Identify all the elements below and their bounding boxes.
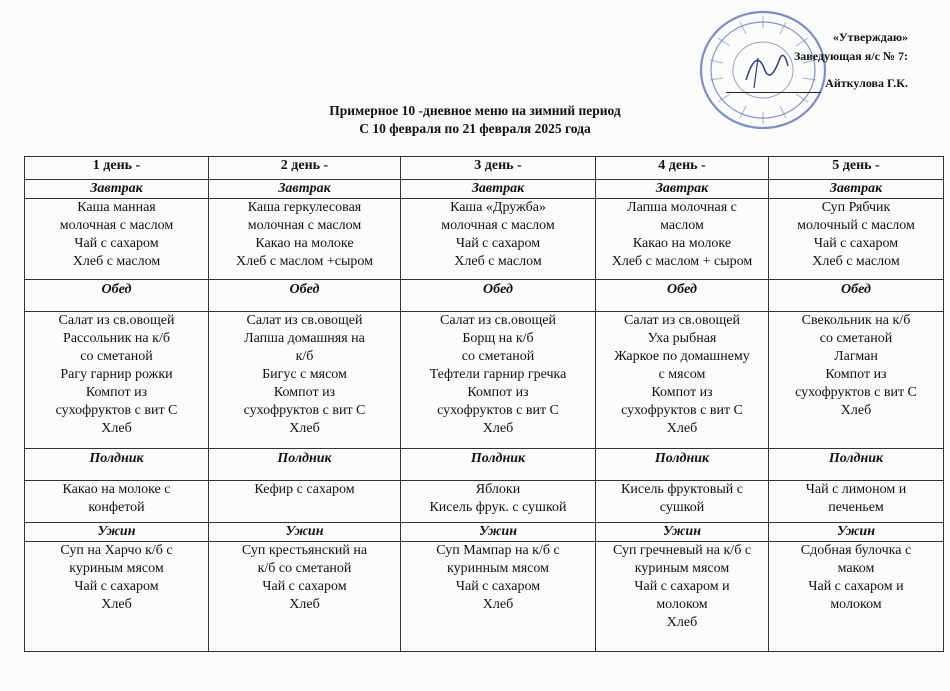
dish-line: Хлеб: [482, 597, 514, 612]
meal-header-row: [25, 523, 944, 542]
meal-items-row: [25, 199, 944, 280]
dish-line: Хлеб: [666, 615, 698, 630]
dish-line: Чай с сахаром: [813, 236, 899, 251]
dish-line: Какао на молоке: [255, 236, 354, 251]
dish-line: Кисель фруктовый с: [621, 482, 743, 497]
dish-line: Салат из св.овощей: [624, 313, 740, 328]
menu-table: [24, 156, 944, 652]
dish-line: Какао на молоке: [632, 236, 732, 251]
menu-cell: [596, 542, 769, 652]
meal-items-row: [25, 542, 944, 652]
meal-name: Обед: [596, 280, 769, 312]
dish-line: Компот из: [651, 385, 713, 400]
meal-items-row: [25, 312, 944, 449]
dish-line: куринным мясом: [447, 561, 549, 576]
meal-header-row: [25, 449, 944, 481]
meal-name: Завтрак: [596, 180, 769, 199]
dish-line: со сметаной: [461, 349, 535, 364]
meal-name: Завтрак: [25, 180, 209, 199]
menu-cell: [209, 312, 401, 449]
dish-line: Салат из св.овощей: [246, 313, 363, 328]
dish-line: Лагман: [834, 349, 878, 364]
dish-line: с мясом: [658, 367, 706, 382]
dish-line: Чай с сахаром и: [808, 579, 904, 594]
signature-line: [726, 91, 821, 93]
dish-line: Суп Рябчик: [821, 200, 891, 215]
dish-line: сухофруктов с вит С: [243, 403, 366, 418]
day-header-2: 2 день -: [209, 157, 401, 180]
dish-line: Чай с сахаром и: [634, 579, 730, 594]
dish-line: сухофруктов с вит С: [55, 403, 178, 418]
menu-cell: [401, 481, 596, 523]
dish-line: со сметаной: [819, 331, 893, 346]
meal-name: Ужин: [25, 523, 209, 542]
dish-line: Суп гречневый на к/б с: [612, 543, 752, 558]
approval-heading: «Утверждаю»: [832, 30, 908, 44]
dish-line: Какао на молоке с: [62, 482, 171, 497]
dish-line: Суп крестьянский на: [241, 543, 368, 558]
dish-line: Салат из св.овощей: [58, 313, 175, 328]
dish-line: Борщ на к/б: [462, 331, 534, 346]
menu-cell: [596, 199, 769, 280]
menu-cell: [769, 542, 944, 652]
dish-line: Лапша молочная с: [627, 200, 737, 215]
meal-name: Ужин: [596, 523, 769, 542]
dish-line: Салат из св.овощей: [440, 313, 556, 328]
dish-line: маком: [837, 561, 875, 576]
dish-line: Хлеб с маслом: [454, 254, 542, 269]
dish-line: молочный с маслом: [797, 218, 915, 233]
dish-line: Тефтели гарнир гречка: [429, 367, 567, 382]
dish-line: Компот из: [85, 385, 148, 400]
day-header-5: 5 день -: [769, 157, 944, 180]
menu-cell: [25, 312, 209, 449]
meal-name: Полдник: [769, 449, 944, 481]
dish-line: Компот из: [825, 367, 887, 382]
dish-line: молоком: [656, 597, 708, 612]
dish-line: Каша «Дружба»: [450, 200, 546, 215]
menu-cell: [769, 312, 944, 449]
menu-cell: [25, 481, 209, 523]
dish-line: Чай с сахаром: [262, 579, 347, 594]
dish-line: Чай с сахаром: [455, 579, 541, 594]
day-header-1: 1 день -: [25, 157, 209, 180]
menu-cell: [769, 481, 944, 523]
dish-line: сушкой: [659, 500, 705, 515]
menu-cell: [401, 199, 596, 280]
dish-line: Хлеб: [666, 421, 698, 436]
dish-line: к/б: [295, 349, 314, 364]
dish-line: куриным мясом: [634, 561, 730, 576]
dish-line: сухофруктов с вит С: [795, 385, 917, 400]
menu-cell: [209, 542, 401, 652]
dish-line: Чай с сахаром: [74, 236, 159, 251]
dish-line: Хлеб с маслом: [72, 254, 161, 269]
dish-line: молочная с маслом: [441, 218, 555, 233]
dish-line: Хлеб: [101, 597, 132, 612]
menu-table-body: [25, 157, 944, 652]
dish-line: Уха рыбная: [647, 331, 717, 346]
menu-cell: [769, 199, 944, 280]
meal-name: Обед: [401, 280, 596, 312]
meal-name: Ужин: [769, 523, 944, 542]
meal-name: Обед: [209, 280, 401, 312]
title-line-1: Примерное 10 -дневное меню на зимний период: [329, 103, 621, 118]
meal-name: Полдник: [401, 449, 596, 481]
dish-line: Хлеб: [101, 421, 132, 436]
meal-items-row: [25, 481, 944, 523]
dish-line: сухофруктов с вит С: [437, 403, 559, 418]
dish-line: Яблоки: [475, 482, 521, 497]
dish-line: Хлеб с маслом + сыром: [611, 254, 753, 269]
approval-position: Заведующая я/с № 7:: [793, 49, 908, 63]
menu-cell: [596, 312, 769, 449]
dish-line: Суп на Харчо к/б с: [60, 543, 173, 558]
meal-name: Ужин: [401, 523, 596, 542]
dish-line: Каша геркулесовая: [247, 200, 362, 215]
dish-line: Сдобная булочка с: [800, 543, 912, 558]
dish-line: Бигус с мясом: [262, 367, 347, 382]
day-header-3: 3 день -: [401, 157, 596, 180]
menu-cell: [596, 481, 769, 523]
approval-block: [700, 28, 908, 93]
day-header-row: [25, 157, 944, 180]
menu-cell: [401, 542, 596, 652]
dish-line: сухофруктов с вит С: [621, 403, 743, 418]
meal-name: Обед: [769, 280, 944, 312]
approval-name: Айткулова Г.К.: [825, 76, 908, 90]
meal-name: Полдник: [25, 449, 209, 481]
dish-line: Компот из: [467, 385, 529, 400]
dish-line: Рассольник на к/б: [63, 331, 170, 346]
meal-name: Полдник: [596, 449, 769, 481]
dish-line: молочная с маслом: [59, 218, 174, 233]
meal-name: Обед: [25, 280, 209, 312]
meal-header-row: [25, 180, 944, 199]
dish-line: куриным мясом: [69, 561, 164, 576]
dish-line: Хлеб: [289, 421, 320, 436]
dish-line: Компот из: [273, 385, 336, 400]
dish-line: Суп Мампар на к/б с: [436, 543, 560, 558]
dish-line: Кефир с сахаром: [254, 482, 355, 497]
dish-line: Жаркое по домашнему: [614, 349, 750, 364]
meal-name: Завтрак: [209, 180, 401, 199]
dish-line: Кисель фрук. с сушкой: [429, 500, 567, 515]
day-header-4: 4 день -: [596, 157, 769, 180]
dish-line: Чай с сахаром: [455, 236, 541, 251]
meal-header-row: [25, 280, 944, 312]
dish-line: Свекольник на к/б: [801, 313, 911, 328]
meal-name: Ужин: [209, 523, 401, 542]
dish-line: Хлеб с маслом: [812, 254, 900, 269]
dish-line: Хлеб: [482, 421, 514, 436]
dish-line: Каша манная: [77, 200, 156, 215]
dish-line: Хлеб: [840, 403, 872, 418]
dish-line: Чай с лимоном и: [805, 482, 907, 497]
dish-line: Чай с сахаром: [74, 579, 159, 594]
page-title: [0, 102, 950, 138]
dish-line: молоком: [830, 597, 882, 612]
dish-line: Хлеб: [289, 597, 320, 612]
dish-line: Хлеб с маслом +сыром: [235, 254, 374, 269]
meal-name: Завтрак: [401, 180, 596, 199]
dish-line: молочная с маслом: [247, 218, 362, 233]
dish-line: маслом: [660, 218, 704, 233]
dish-line: Рагу гарнир рожки: [60, 367, 173, 382]
dish-line: конфетой: [88, 500, 145, 515]
menu-cell: [209, 481, 401, 523]
meal-name: Завтрак: [769, 180, 944, 199]
dish-line: со сметаной: [80, 349, 153, 364]
meal-name: Полдник: [209, 449, 401, 481]
dish-line: к/б со сметаной: [257, 561, 352, 576]
menu-cell: [25, 542, 209, 652]
menu-cell: [25, 199, 209, 280]
title-line-2: С 10 февраля по 21 февраля 2025 года: [359, 121, 591, 136]
menu-cell: [401, 312, 596, 449]
dish-line: Лапша домашняя на: [244, 331, 365, 346]
menu-cell: [209, 199, 401, 280]
dish-line: печеньем: [828, 500, 884, 515]
approval-signature-row: [700, 74, 908, 93]
